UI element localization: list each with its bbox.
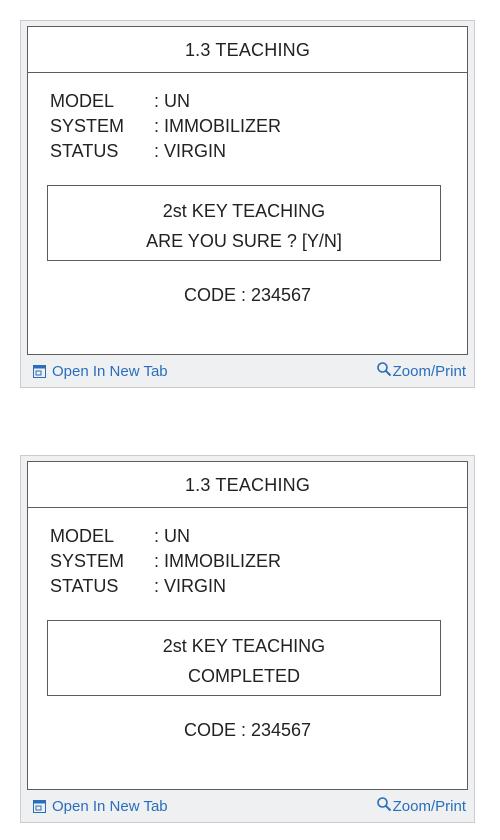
- message-box: [47, 185, 441, 261]
- message-line: ARE YOU SURE ? [Y/N]: [146, 231, 342, 251]
- info-row-system: [50, 549, 281, 574]
- info-separator: :: [154, 576, 160, 596]
- info-key: SYSTEM: [50, 551, 125, 571]
- code-readout: CODE : 234567: [183, 285, 312, 305]
- info-separator: :: [154, 91, 160, 111]
- info-key: STATUS: [50, 576, 119, 596]
- info-value: VIRGIN: [164, 141, 227, 161]
- open-in-new-tab-link[interactable]: [33, 363, 168, 380]
- info-row-status: [50, 574, 281, 599]
- info-separator: :: [154, 551, 160, 571]
- info-value: UN: [164, 526, 190, 546]
- card-footer: [21, 794, 474, 820]
- info-key: STATUS: [50, 141, 119, 161]
- zoom-print-label: Zoom/Print: [392, 798, 466, 815]
- vehicle-info: [50, 524, 281, 599]
- message-line: COMPLETED: [187, 666, 301, 686]
- open-in-new-tab-label: Open In New Tab: [52, 798, 168, 815]
- info-value: UN: [164, 91, 190, 111]
- info-value: IMMOBILIZER: [164, 551, 282, 571]
- vehicle-info: [50, 89, 281, 164]
- magnifier-icon: [376, 361, 392, 377]
- card-footer: [21, 359, 474, 385]
- code-readout: CODE : 234567: [183, 720, 312, 740]
- figure-card-2: [20, 455, 475, 823]
- info-value: IMMOBILIZER: [164, 116, 282, 136]
- info-value: VIRGIN: [164, 576, 227, 596]
- info-row-model: [50, 89, 281, 114]
- open-in-new-tab-link[interactable]: [33, 798, 168, 815]
- open-in-new-tab-icon: [33, 800, 46, 813]
- info-row-model: [50, 524, 281, 549]
- info-row-status: [50, 139, 281, 164]
- info-key: MODEL: [50, 526, 115, 546]
- open-in-new-tab-label: Open In New Tab: [52, 363, 168, 380]
- message-line: 2st KEY TEACHING: [162, 201, 326, 221]
- info-key: SYSTEM: [50, 116, 125, 136]
- info-separator: :: [154, 526, 160, 546]
- zoom-print-label: Zoom/Print: [392, 363, 466, 380]
- screen-title: 1.3 TEACHING: [28, 462, 467, 508]
- magnifier-icon: [376, 796, 392, 812]
- zoom-print-link[interactable]: [376, 798, 466, 815]
- message-box: [47, 620, 441, 696]
- scan-tool-screen-2: [27, 461, 468, 790]
- info-separator: :: [154, 116, 160, 136]
- zoom-print-link[interactable]: [376, 363, 466, 380]
- info-separator: :: [154, 141, 160, 161]
- info-row-system: [50, 114, 281, 139]
- info-key: MODEL: [50, 91, 115, 111]
- message-line: 2st KEY TEACHING: [162, 636, 326, 656]
- open-in-new-tab-icon: [33, 365, 46, 378]
- figure-card-1: [20, 20, 475, 388]
- scan-tool-screen-1: [27, 26, 468, 355]
- screen-title: 1.3 TEACHING: [28, 27, 467, 73]
